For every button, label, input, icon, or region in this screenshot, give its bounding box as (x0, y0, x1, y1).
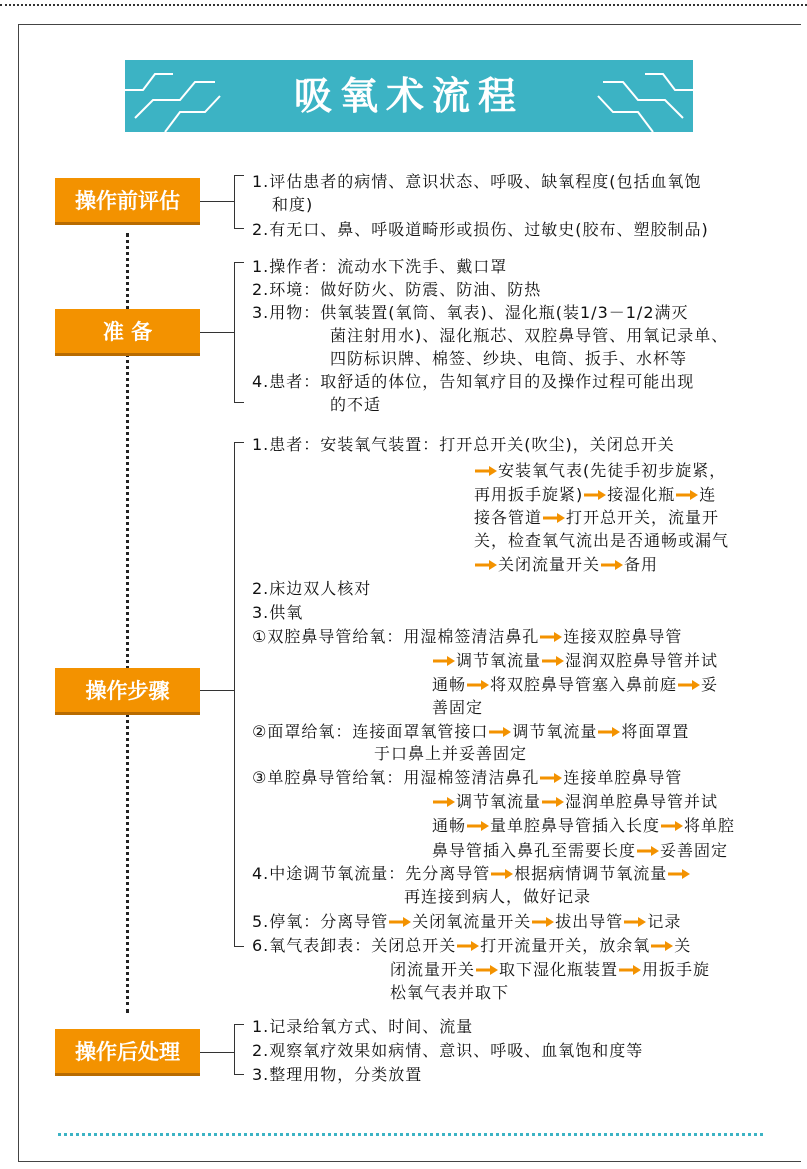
step-line (252, 602, 303, 624)
page-title: 吸氧术流程 (293, 74, 524, 118)
step-text: 调节氧流量 (456, 792, 542, 811)
orange-right-arrow-icon (637, 845, 659, 857)
step-text: 通畅 (432, 816, 467, 835)
section-bracket (200, 690, 234, 691)
step-text: 5.停氧：分离导管 (252, 912, 389, 931)
step-line (432, 815, 735, 837)
title-banner (125, 60, 693, 132)
step-text: 连接单腔鼻导管 (563, 768, 683, 787)
bottom-dotted-divider (58, 1133, 763, 1136)
orange-right-arrow-icon (624, 916, 646, 928)
step-line (432, 650, 718, 672)
step-line (252, 626, 682, 648)
step-line (252, 371, 694, 393)
step-text: 2.环境：做好防火、防震、防油、防热 (252, 280, 542, 299)
orange-right-arrow-icon (475, 559, 497, 571)
step-line (432, 791, 718, 813)
orange-right-arrow-icon (584, 489, 606, 501)
step-text: 4.患者：取舒适的体位，告知氧疗目的及操作过程可能出现 (252, 372, 695, 391)
orange-right-arrow-icon (598, 726, 620, 738)
step-text: 记录 (647, 912, 682, 931)
step-line (252, 302, 689, 324)
step-line (252, 1040, 643, 1062)
step-text: 4.中途调节氧流量：先分离导管 (252, 864, 491, 883)
step-text: 量单腔鼻导管插入长度 (490, 816, 661, 835)
step-line (252, 1016, 473, 1038)
step-text: ①双腔鼻导管给氧：用湿棉签清洁鼻孔 (252, 627, 540, 646)
section-bracket (234, 442, 235, 946)
orange-right-arrow-icon (540, 772, 562, 784)
step-line (474, 484, 716, 506)
step-text: 调节氧流量 (456, 651, 542, 670)
step-text: 1.患者：安装氧气装置：打开总开关(吹尘)，关闭总开关 (252, 435, 675, 454)
step-text: 连接双腔鼻导管 (563, 627, 683, 646)
step-text: 1.记录给氧方式、时间、流量 (252, 1017, 474, 1036)
step-text: 和度) (272, 195, 314, 214)
step-text: 于口鼻上并妥善固定 (374, 744, 528, 763)
step-text: 妥善固定 (660, 841, 729, 860)
step-line (252, 578, 371, 600)
step-line (330, 394, 381, 416)
step-text: 菌注射用水)、湿化瓶芯、双腔鼻导管、用氧记录单、 (330, 326, 729, 345)
step-text: ②面罩给氧：连接面罩氧管接口 (252, 722, 489, 741)
step-line (374, 743, 527, 765)
orange-right-arrow-icon (475, 465, 497, 477)
step-line (252, 911, 681, 933)
step-line (404, 886, 591, 908)
step-text: 取下湿化瓶装置 (499, 960, 619, 979)
section-bracket (234, 262, 244, 263)
step-text: 湿润单腔鼻导管并试 (565, 792, 719, 811)
step-line (330, 348, 687, 370)
orange-right-arrow-icon (467, 820, 489, 832)
section-bracket (200, 201, 234, 202)
orange-right-arrow-icon (457, 940, 479, 952)
orange-right-arrow-icon (532, 916, 554, 928)
section-bracket (234, 262, 235, 402)
step-text: 3.整理用物，分类放置 (252, 1065, 423, 1084)
orange-right-arrow-icon (489, 726, 511, 738)
step-text: 2.有无口、鼻、呼吸道畸形或损伤、过敏史(胶布、塑胶制品) (252, 220, 709, 239)
section-label-preparation: 准 备 (55, 309, 200, 356)
step-line (272, 194, 313, 216)
section-bracket (234, 228, 244, 229)
step-text: 再连接到病人，做好记录 (404, 887, 592, 906)
step-text: 接湿化瓶 (607, 485, 676, 504)
orange-right-arrow-icon (661, 820, 683, 832)
step-text: 1.评估患者的病情、意识状态、呼吸、缺氧程度(包括血氧饱 (252, 172, 702, 191)
step-line (474, 530, 729, 552)
step-text: 妥 (701, 675, 719, 694)
step-text: 3.用物：供氧装置(氧筒、氧表)、湿化瓶(装1/3－1/2满灭 (252, 303, 689, 322)
section-bracket (234, 946, 244, 947)
step-line (252, 434, 675, 456)
step-line (252, 256, 507, 278)
step-line (390, 982, 509, 1004)
step-line (390, 959, 710, 981)
step-line (252, 279, 541, 301)
section-bracket (234, 175, 244, 176)
step-text: 2.床边双人核对 (252, 579, 372, 598)
step-text: 连 (699, 485, 717, 504)
step-text: 善固定 (432, 698, 484, 717)
step-text: 6.氧气表卸表：关闭总开关 (252, 936, 457, 955)
section-bracket (234, 1024, 244, 1025)
step-text: 闭流量开关 (390, 960, 476, 979)
step-line (252, 171, 702, 193)
step-text: 通畅 (432, 675, 467, 694)
orange-right-arrow-icon (651, 940, 673, 952)
orange-right-arrow-icon (678, 679, 700, 691)
step-text: 打开总开关，流量开 (566, 508, 720, 527)
step-line (252, 935, 691, 957)
top-dotted-border (0, 4, 807, 6)
step-text: 鼻导管插入鼻孔至需要长度 (432, 841, 637, 860)
step-text: 将面罩置 (621, 722, 690, 741)
step-line (330, 325, 728, 347)
step-text: 四防标识牌、棉签、纱块、电筒、扳手、水杯等 (330, 349, 688, 368)
orange-right-arrow-icon (668, 868, 690, 880)
step-text: 用扳手旋 (642, 960, 711, 979)
step-text: 接各管道 (474, 508, 543, 527)
step-text: 备用 (624, 555, 659, 574)
orange-right-arrow-icon (467, 679, 489, 691)
orange-right-arrow-icon (540, 631, 562, 643)
step-text: ③单腔鼻导管给氧：用湿棉签清洁鼻孔 (252, 768, 540, 787)
orange-right-arrow-icon (676, 489, 698, 501)
section-label-procedure: 操作步骤 (55, 668, 200, 715)
step-line (474, 460, 726, 482)
section-bracket (200, 1052, 234, 1053)
step-text: 关，检查氧气流出是否通畅或漏气 (474, 531, 730, 550)
section-label-post-processing: 操作后处理 (55, 1029, 200, 1076)
step-text: 松氧气表并取下 (390, 983, 510, 1002)
step-line (252, 1064, 422, 1086)
section-bracket (234, 1024, 235, 1074)
orange-right-arrow-icon (543, 512, 565, 524)
step-text: 湿润双腔鼻导管并试 (565, 651, 719, 670)
step-line (432, 840, 728, 862)
step-text: 关闭流量开关 (498, 555, 601, 574)
step-text: 打开流量开关，放余氧 (480, 936, 651, 955)
step-line (432, 697, 483, 719)
section-label-pre-assessment: 操作前评估 (55, 178, 200, 225)
step-text: 1.操作者：流动水下洗手、戴口罩 (252, 257, 508, 276)
orange-right-arrow-icon (433, 796, 455, 808)
orange-right-arrow-icon (619, 964, 641, 976)
orange-right-arrow-icon (542, 796, 564, 808)
step-line (252, 721, 689, 743)
section-bracket (234, 1074, 244, 1075)
step-text: 2.观察氧疗效果如病情、意识、呼吸、血氧饱和度等 (252, 1041, 644, 1060)
orange-right-arrow-icon (601, 559, 623, 571)
step-text: 根据病情调节氧流量 (514, 864, 668, 883)
step-line (252, 219, 709, 241)
section-bracket (234, 442, 244, 443)
section-bracket (234, 402, 244, 403)
step-text: 关闭氧流量开关 (412, 912, 532, 931)
step-text: 安装氧气表(先徒手初步旋紧， (498, 461, 727, 480)
section-bracket (200, 332, 234, 333)
step-text: 3.供氧 (252, 603, 304, 622)
step-text: 拔出导管 (555, 912, 624, 931)
orange-right-arrow-icon (491, 868, 513, 880)
orange-right-arrow-icon (433, 655, 455, 667)
orange-right-arrow-icon (476, 964, 498, 976)
step-text: 关 (674, 936, 692, 955)
step-line (474, 554, 658, 576)
orange-right-arrow-icon (542, 655, 564, 667)
step-line (474, 507, 719, 529)
step-text: 将双腔鼻导管塞入鼻前庭 (490, 675, 678, 694)
step-text: 再用扳手旋紧) (474, 485, 584, 504)
step-text: 的不适 (330, 395, 382, 414)
section-bracket (234, 175, 235, 228)
step-line (432, 674, 718, 696)
orange-right-arrow-icon (389, 916, 411, 928)
step-line (252, 767, 682, 789)
step-text: 将单腔 (684, 816, 736, 835)
step-text: 调节氧流量 (512, 722, 598, 741)
step-line (252, 863, 691, 885)
